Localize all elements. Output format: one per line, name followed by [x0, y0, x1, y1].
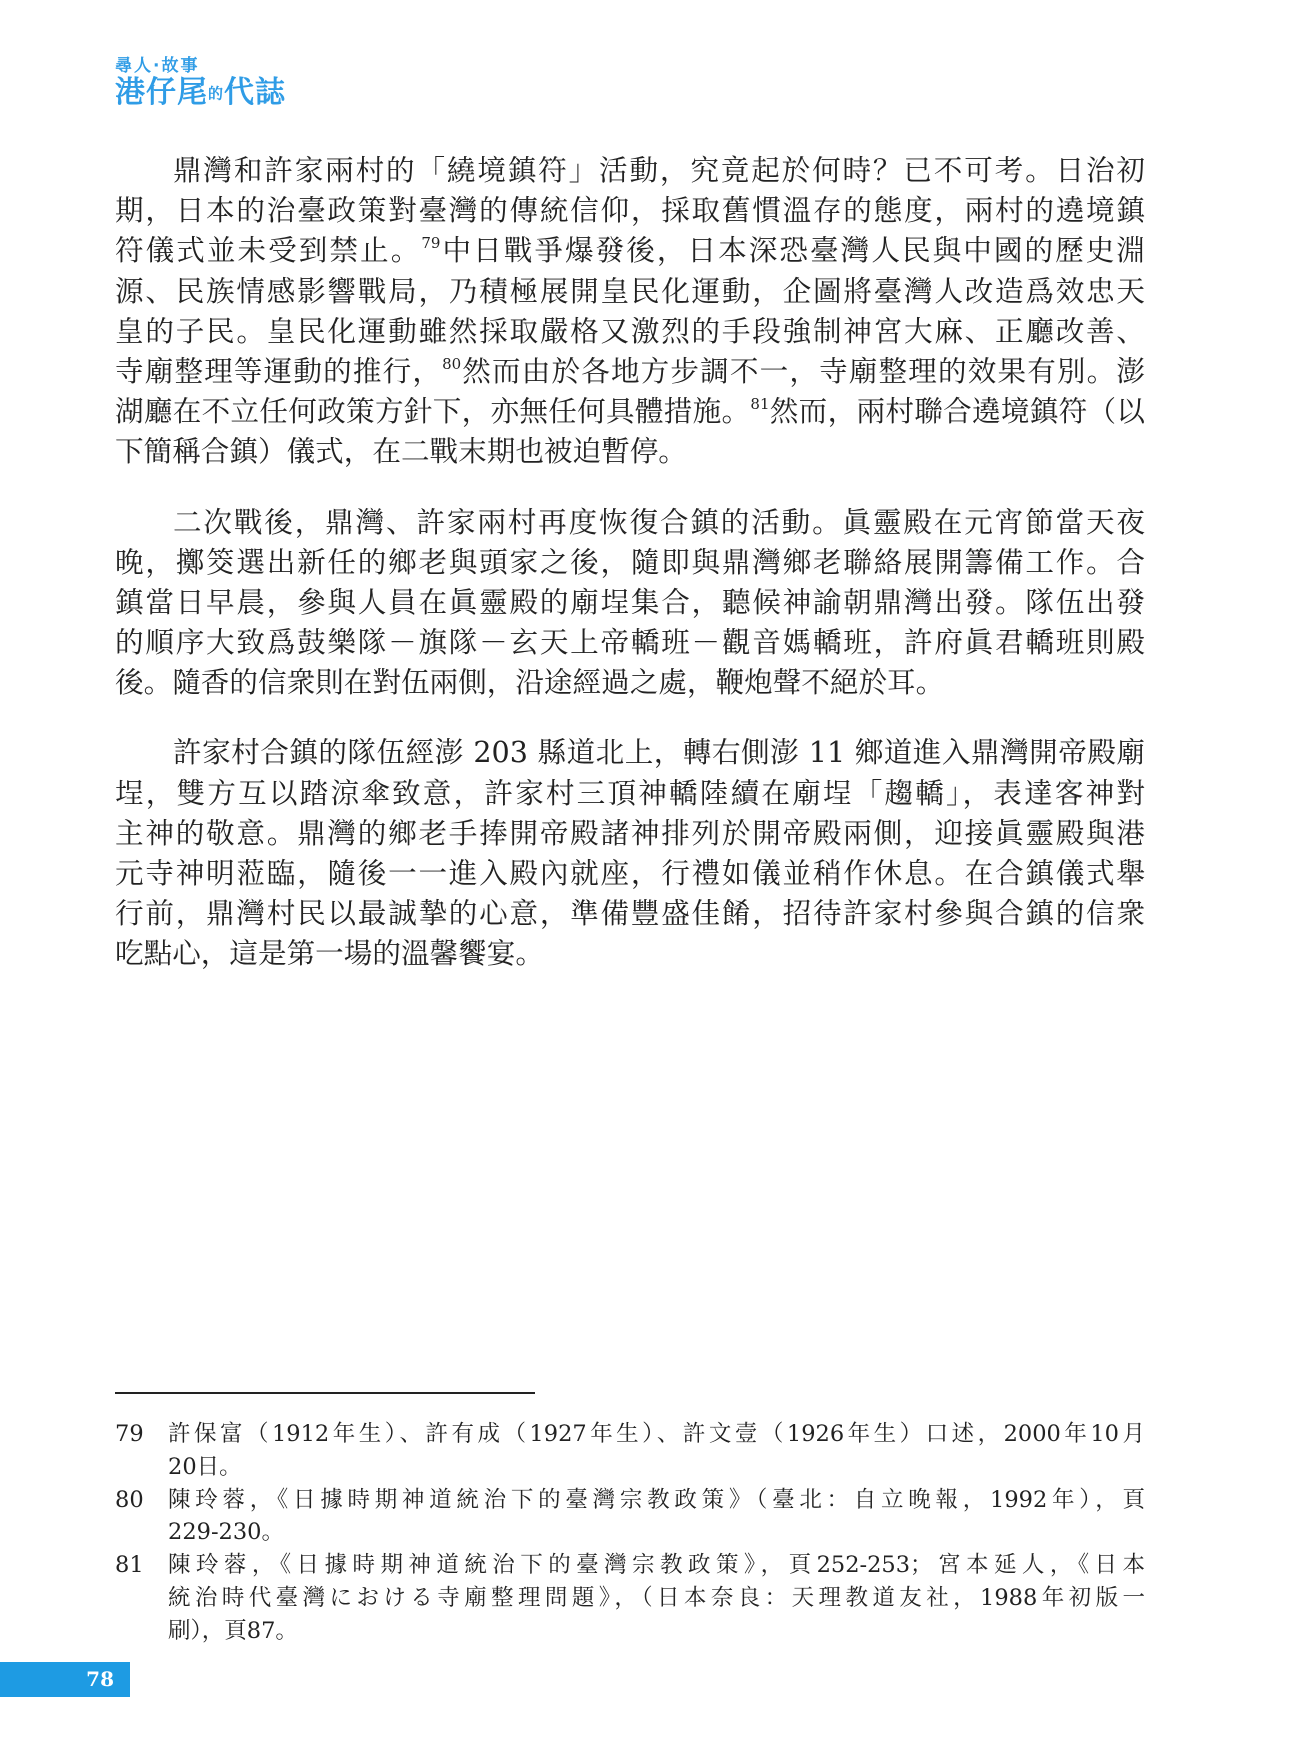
page-number: 78: [0, 1662, 130, 1697]
text-segment: 吃點心，這是第一場的溫馨饗宴。: [115, 936, 544, 971]
series-title-particle: 的: [208, 84, 225, 103]
footnote-number: 80: [115, 1486, 144, 1513]
footnote: [115, 1484, 1145, 1550]
footnote-line: 20日。: [168, 1453, 242, 1480]
footnote-line: 陳玲蓉，《日據時期神道統治下的臺灣宗教政策》，頁252-253；宮本延人，《日本: [168, 1552, 1145, 1579]
text-line: [115, 190, 1145, 230]
text-segment: 行前，鼎灣村民以最誠摯的心意，準備豐盛佳餚，招待許家村參與合鎮的信衆: [115, 896, 1145, 931]
text-segment: 埕，雙方互以踏涼傘致意，許家村三頂神轎陸續在廟埕「趨轎」，表達客神對: [115, 775, 1145, 810]
text-segment: 二次戰後，鼎灣、許家兩村再度恢復合鎮的活動。眞靈殿在元宵節當天夜: [173, 504, 1145, 539]
series-subtitle: 尋人·故事: [115, 56, 200, 76]
text-segment: 中日戰爭爆發後，日本深恐臺灣人民與中國的歷史淵: [440, 233, 1145, 268]
text-line: [115, 311, 1145, 351]
series-logo: [115, 56, 286, 111]
text-line: [115, 933, 1145, 973]
footnote: [115, 1418, 1145, 1484]
footnote-line: 許保富（1912年生）、許有成（1927年生）、許文壹（1926年生）口述，2000年10月: [168, 1421, 1145, 1447]
text-line: [115, 662, 1145, 702]
footnote-reference[interactable]: 79: [421, 234, 441, 253]
text-segment: 後。隨香的信衆則在對伍兩側，沿途經過之處，鞭炮聲不絕於耳。: [115, 665, 945, 700]
footnote-line: 刷），頁87。: [168, 1617, 298, 1644]
text-line: [115, 502, 1145, 542]
body-text: [115, 150, 1145, 1004]
text-line: [115, 351, 1145, 391]
text-segment: 鼎灣和許家兩村的「繞境鎮符」活動，究竟起於何時？已不可考。日治初: [173, 153, 1145, 187]
paragraph: [115, 502, 1145, 703]
paragraph: [115, 732, 1145, 973]
text-line: [115, 431, 1145, 471]
footnote-line: 統治時代臺灣における寺廟整理問題》，（日本奈良：天理教道友社，1988年初版一: [168, 1584, 1145, 1611]
text-line: [115, 813, 1145, 853]
text-line: [115, 230, 1145, 270]
text-line: [115, 271, 1145, 311]
series-title-part: 港仔尾: [115, 75, 208, 110]
text-segment: 源、民族情感影響戰局，乃積極展開皇民化運動，企圖將臺灣人改造爲效忠天: [115, 273, 1145, 308]
text-segment: 然而由於各地方步調不一，寺廟整理的效果有別。澎: [461, 353, 1145, 388]
text-segment: 期，日本的治臺政策對臺灣的傳統信仰，採取舊慣溫存的態度，兩村的遶境鎮: [115, 193, 1145, 228]
text-segment: 鎮當日早晨，參與人員在眞靈殿的廟埕集合，聽候神諭朝鼎灣出發。隊伍出發: [115, 584, 1145, 619]
text-segment: 符儀式並未受到禁止。: [115, 233, 422, 268]
text-segment: 的順序大致爲鼓樂隊－旗隊－玄天上帝轎班－觀音媽轎班，許府眞君轎班則殿: [115, 625, 1145, 660]
text-line: [115, 542, 1145, 582]
text-segment: 主神的敬意。鼎灣的鄉老手捧開帝殿諸神排列於開帝殿兩側，迎接眞靈殿與港: [115, 815, 1145, 850]
text-line: [115, 773, 1145, 813]
text-line: [115, 150, 1145, 190]
text-line: [115, 853, 1145, 893]
series-title-part: 代誌: [224, 75, 287, 110]
text-segment: 然而，兩村聯合遶境鎮符（以: [769, 394, 1145, 429]
text-line: [115, 622, 1145, 662]
footnote-number: 81: [115, 1552, 144, 1579]
text-line: [115, 391, 1145, 431]
footnotes: [115, 1418, 1145, 1648]
text-line: [115, 893, 1145, 933]
footnote-reference[interactable]: 80: [442, 354, 462, 373]
text-segment: 晚，擲筊選出新任的鄉老與頭家之後，隨即與鼎灣鄉老聯絡展開籌備工作。合: [115, 544, 1145, 579]
text-segment: 許家村合鎮的隊伍經澎 203 縣道北上，轉右側澎 11 鄉道進入鼎灣開帝殿廟: [173, 735, 1145, 770]
footnote: [115, 1549, 1145, 1647]
footnote-number: 79: [115, 1421, 144, 1447]
text-segment: 皇的子民。皇民化運動雖然採取嚴格又激烈的手段強制神宮大麻、正廳改善、: [115, 313, 1145, 348]
footnote-line: 229-230。: [168, 1519, 284, 1546]
paragraph: [115, 150, 1145, 472]
text-line: [115, 732, 1145, 772]
text-segment: 湖廳在不立任何政策方針下，亦無任何具體措施。: [115, 394, 751, 429]
footnote-reference[interactable]: 81: [750, 395, 770, 414]
footnote-line: 陳玲蓉，《日據時期神道統治下的臺灣宗教政策》（臺北：自立晚報，1992年），頁: [168, 1486, 1145, 1513]
text-line: [115, 582, 1145, 622]
text-segment: 元寺神明蒞臨，隨後一一進入殿內就座，行禮如儀並稍作休息。在合鎮儀式舉: [115, 856, 1145, 890]
series-title: [115, 76, 286, 111]
text-segment: 下簡稱合鎮）儀式，在二戰末期也被迫暫停。: [115, 434, 687, 469]
text-segment: 寺廟整理等運動的推行，: [115, 353, 443, 388]
footnote-divider: [115, 1392, 535, 1394]
